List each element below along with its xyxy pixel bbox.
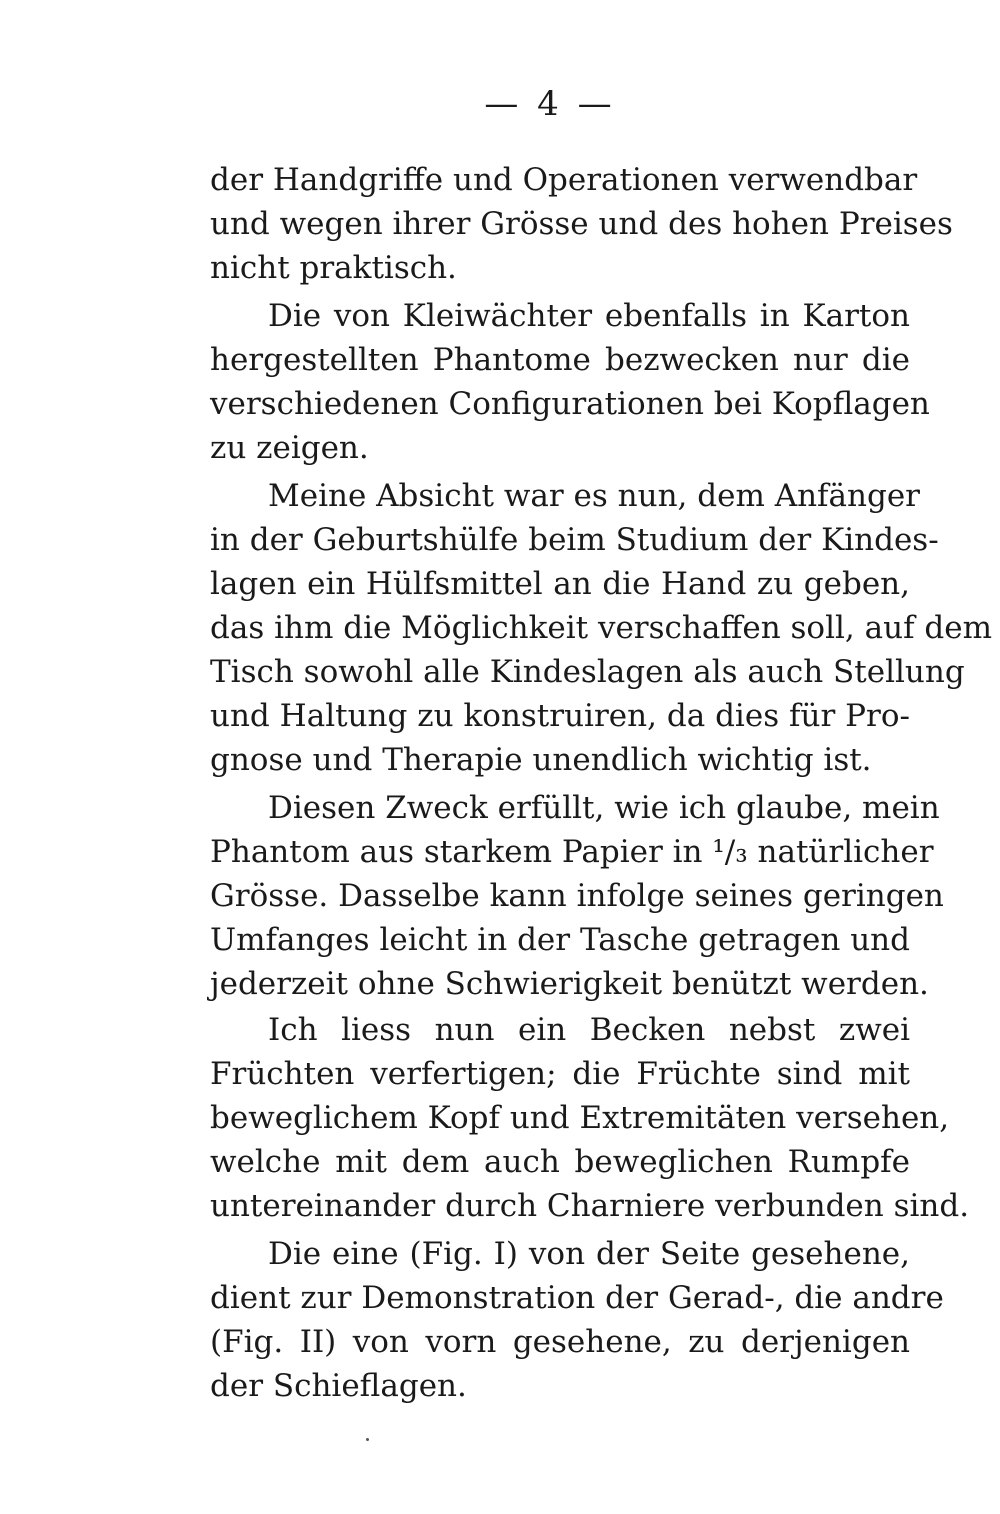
text-line: der Schieflagen.	[210, 1368, 467, 1404]
text-line: Diesen Zweck erfüllt, wie ich glaube, mein	[268, 790, 940, 826]
text-line: Ich liess nun ein Becken nebst zwei	[268, 1012, 910, 1048]
text-line: der Handgriffe und Operationen verwendbar	[210, 162, 918, 198]
text-line: welche mit dem auch beweglichen Rumpfe	[210, 1144, 910, 1180]
text-line: (Fig. II) von vorn gesehene, zu derjenigen	[210, 1324, 910, 1360]
paragraph	[210, 294, 930, 470]
paragraph	[210, 1008, 970, 1228]
text-line: und wegen ihrer Grösse und des hohen Preises	[210, 206, 953, 242]
text-line: Früchten verfertigen; die Früchte sind mit	[210, 1056, 910, 1092]
text-line: zu zeigen.	[210, 430, 369, 466]
text-line: Meine Absicht war es nun, dem Anfänger	[268, 478, 920, 514]
paragraph	[210, 474, 992, 782]
text-line: in der Geburtshülfe beim Studium der Kindes-	[210, 522, 939, 558]
paragraph	[210, 158, 953, 290]
text-line: nicht praktisch.	[210, 250, 457, 286]
text-line: lagen ein Hülfsmittel an die Hand zu geben,	[210, 566, 910, 602]
text-line: das ihm die Möglichkeit verschaffen soll, auf dem	[210, 610, 992, 646]
ink-speck	[366, 1438, 369, 1441]
text-line: Phantom aus starkem Papier in ¹/₃ natürlicher	[210, 834, 934, 870]
text-line: jederzeit ohne Schwierigkeit benützt werden.	[210, 966, 929, 1002]
text-line: Die von Kleiwächter ebenfalls in Karton	[268, 298, 910, 334]
page-number: — 4 —	[484, 84, 616, 124]
text-line: hergestellten Phantome bezwecken nur die	[210, 342, 910, 378]
paragraph	[210, 1232, 944, 1408]
text-line: und Haltung zu konstruiren, da dies für Pro-	[210, 698, 910, 734]
paragraph	[210, 786, 944, 1006]
text-line: gnose und Therapie unendlich wichtig ist.	[210, 742, 872, 778]
text-line: Die eine (Fig. I) von der Seite gesehene,	[268, 1236, 910, 1272]
text-line: untereinander durch Charniere verbunden sind.	[210, 1188, 970, 1224]
text-line: dient zur Demonstration der Gerad-, die andre	[210, 1280, 944, 1316]
text-line: Grösse. Dasselbe kann infolge seines geringen	[210, 878, 944, 914]
text-line: verschiedenen Configurationen bei Kopflagen	[210, 386, 930, 422]
text-line: Tisch sowohl alle Kindeslagen als auch Stellung	[210, 654, 965, 690]
text-line: Umfanges leicht in der Tasche getragen und	[210, 922, 910, 958]
text-line: beweglichem Kopf und Extremitäten versehen,	[210, 1100, 950, 1136]
